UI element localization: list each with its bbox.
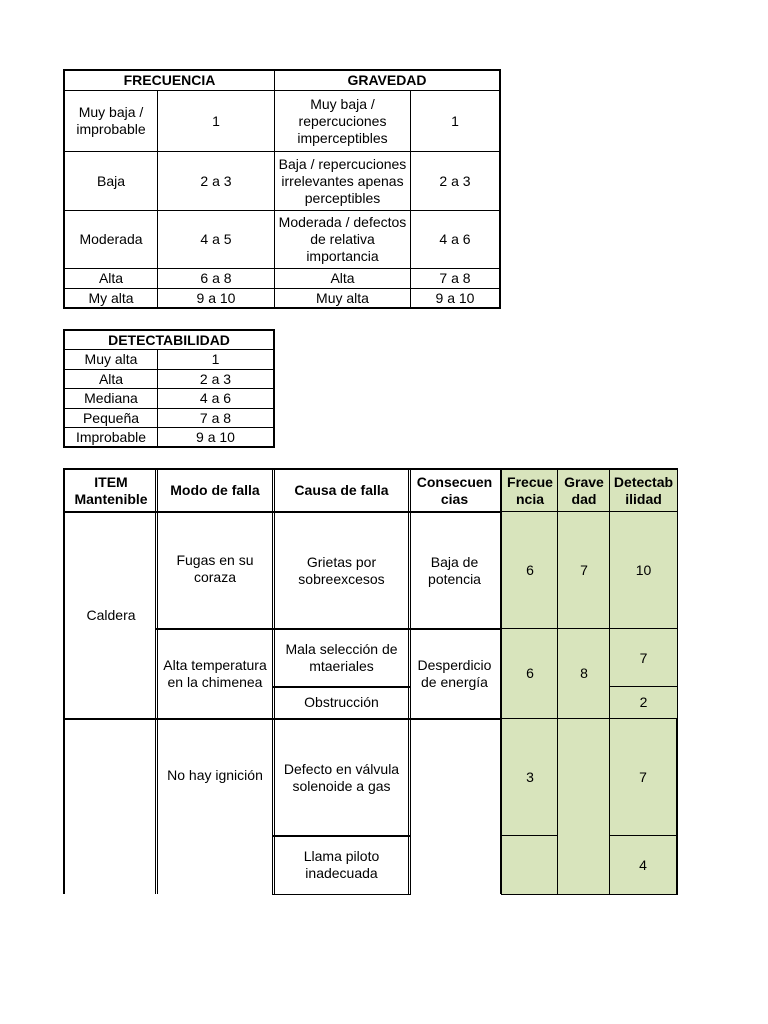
det-label-cell: Improbable (63, 427, 158, 448)
freq-label-cell: Moderada (63, 210, 158, 269)
grav-label-cell: Muy alta (274, 288, 411, 309)
gravedad-score-cell: 7 (557, 511, 611, 630)
consecuencia-cell (408, 718, 501, 894)
grav-value-cell: 2 a 3 (410, 151, 501, 211)
modo-cell: No hay ignición (155, 718, 275, 894)
header-consecuencias: Consecuen cias (408, 468, 501, 513)
det-label-cell: Alta (63, 369, 158, 389)
grav-value-cell: 4 a 6 (410, 210, 501, 269)
det-value-cell: 9 a 10 (157, 427, 275, 448)
det-value-cell: 1 (157, 349, 275, 370)
freq-label-cell: Muy baja / improbable (63, 90, 158, 152)
detectabilidad-score-cell: 7 (609, 718, 678, 837)
det-value-cell: 2 a 3 (157, 369, 275, 389)
consecuencia-cell: Baja de potencia (408, 511, 501, 630)
grav-value-cell: 1 (410, 90, 501, 152)
header-detectabilidad: DETECTABILIDAD (63, 329, 275, 350)
item-cell (63, 718, 158, 894)
detectabilidad-score-cell: 10 (609, 511, 678, 630)
grav-label-cell: Muy baja / repercuciones imperceptibles (274, 90, 411, 152)
grav-label-cell: Moderada / defectos de relativa importancia (274, 210, 411, 269)
det-value-cell: 4 a 6 (157, 388, 275, 409)
modo-cell: Alta temperatura en la chimenea (155, 628, 275, 720)
frecuencia-score-cell: 6 (501, 511, 559, 630)
grav-label-cell: Baja / repercuciones irrelevantes apenas perceptibles (274, 151, 411, 211)
causa-cell: Grietas por sobreexcesos (272, 511, 411, 630)
causa-cell: Mala selección de mtaeriales (272, 628, 411, 688)
header-causa-de-falla: Causa de falla (272, 468, 411, 513)
freq-value-cell: 2 a 3 (157, 151, 275, 211)
header-frecuencia: FRECUENCIA (63, 69, 275, 91)
causa-cell: Llama piloto inadecuada (272, 835, 411, 895)
header-detectabilidad-score: Detectab ilidad (609, 468, 678, 513)
gravedad-score-cell (557, 718, 611, 895)
det-label-cell: Pequeña (63, 408, 158, 428)
header-frecuencia-score: Frecue ncia (501, 468, 559, 513)
det-label-cell: Mediana (63, 388, 158, 409)
header-gravedad-score: Grave dad (557, 468, 611, 513)
frecuencia-score-cell: 3 (501, 718, 559, 837)
item-caldera: Caldera (63, 511, 158, 720)
frecuencia-score-cell (501, 835, 559, 895)
det-label-cell: Muy alta (63, 349, 158, 370)
frecuencia-score-cell: 6 (501, 628, 559, 720)
grav-value-cell: 7 a 8 (410, 268, 501, 289)
modo-cell: Fugas en su coraza (155, 511, 275, 630)
detectabilidad-score-cell: 2 (609, 686, 678, 720)
detectabilidad-score-cell: 4 (609, 835, 678, 895)
header-item-mantenible: ITEM Mantenible (63, 468, 158, 513)
freq-value-cell: 6 a 8 (157, 268, 275, 289)
consecuencia-cell: Desperdicio de energía (408, 628, 501, 720)
freq-label-cell: My alta (63, 288, 158, 309)
detectabilidad-score-cell: 7 (609, 628, 678, 688)
grav-value-cell: 9 a 10 (410, 288, 501, 309)
freq-label-cell: Baja (63, 151, 158, 211)
grav-label-cell: Alta (274, 268, 411, 289)
det-value-cell: 7 a 8 (157, 408, 275, 428)
causa-cell: Defecto en válvula solenoide a gas (272, 718, 411, 837)
header-gravedad: GRAVEDAD (274, 69, 501, 91)
freq-value-cell: 4 a 5 (157, 210, 275, 269)
freq-value-cell: 9 a 10 (157, 288, 275, 309)
gravedad-score-cell: 8 (557, 628, 611, 720)
freq-label-cell: Alta (63, 268, 158, 289)
header-modo-de-falla: Modo de falla (155, 468, 275, 513)
freq-value-cell: 1 (157, 90, 275, 152)
causa-cell: Obstrucción (272, 686, 411, 720)
